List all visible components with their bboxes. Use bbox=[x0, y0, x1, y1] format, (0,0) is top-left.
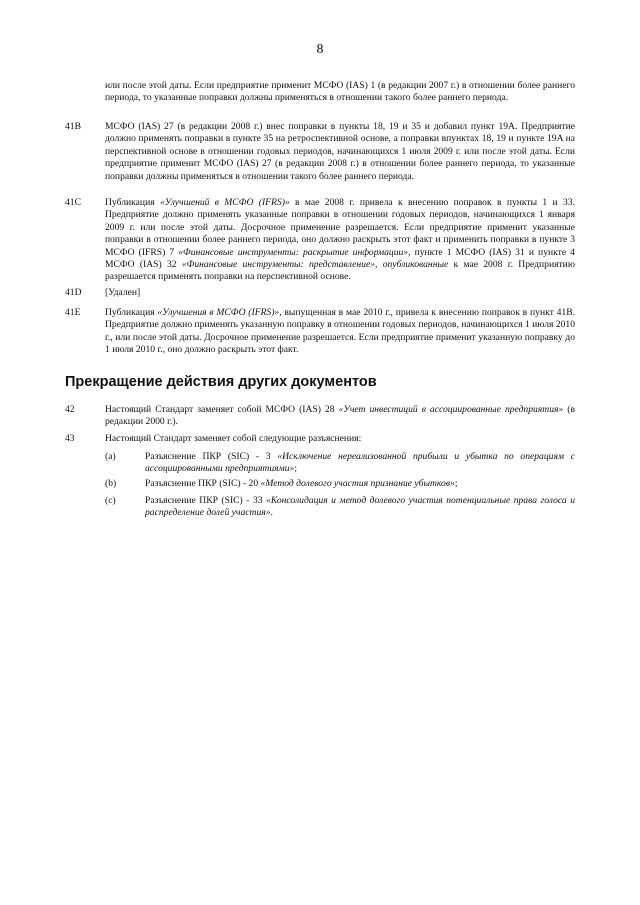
paragraph-41b bbox=[65, 121, 575, 183]
list-item-text: Разъяснение ПКР (SIC) - 3 «Исключение нереализованной прибыли и убытка по операциям с ассоциированными предприятиями»; bbox=[145, 451, 575, 475]
paragraph-text: Настоящий Стандарт заменяет собой МСФО (IAS) 28 «Учет инвестиций в ассоциированные предприятия» (в редакции 2000 г.). bbox=[105, 404, 575, 428]
list-item-label: (b) bbox=[105, 478, 117, 489]
paragraph-text: [Удален] bbox=[105, 287, 141, 298]
list-item-text: Разъяснение ПКР (SIC) - 20 «Метод долевого участия признание убытков»; bbox=[145, 478, 458, 489]
paragraph-41d bbox=[65, 287, 575, 299]
list-item-label: (a) bbox=[105, 451, 116, 462]
intro-continuation: или после этой даты. Если предприятие применит МСФО (IAS) 1 (в редакции 2007 г.) в отношении более раннего периода, то указанные поправки должны применяться в отношении такого более раннего периода. bbox=[105, 80, 575, 104]
paragraph-text: Настоящий Стандарт заменяет собой следующие разъяснения: bbox=[105, 433, 362, 444]
paragraph-number: 42 bbox=[65, 404, 75, 415]
paragraph-number: 41B bbox=[65, 121, 81, 132]
paragraph-number: 41E bbox=[65, 307, 81, 318]
paragraph-text: Публикация «Улучшений в МСФО (IFRS)» в мае 2008 г. привела к внесению поправок в пункты 1 и 33. Предприятие должно применять указанные поправки в отношении годовых периодов, начинающихся 1 января 2009 г. или после этой даты. Досрочное применение разрешается. Если предприятие применит указанные поправки в отношении более раннего периода, оно должно раскрыть этот факт и применить поправки в пункте 3 МСФО (IFRS) 7 «Финансовые инструменты: раскрытие информации», пункте 1 МСФО (IAS) 31 и пункте 4 МСФО (IAS) 32 «Финансовые инструменты: представление», опубликованные к мае 2008 г. Предприятию разрешается применять поправки на перспективной основе. bbox=[105, 197, 575, 283]
list-item bbox=[105, 478, 575, 490]
list-item bbox=[105, 451, 575, 476]
paragraph-42 bbox=[65, 404, 575, 429]
paragraph-43 bbox=[65, 433, 575, 445]
paragraph-number: 41D bbox=[65, 287, 82, 298]
list-item-text: Разъяснение ПКР (SIC) - 33 «Консолидация и метод долевого участия потенциальные права голоса и распределение долей участия». bbox=[145, 495, 575, 519]
list-item-label: (c) bbox=[105, 495, 116, 506]
paragraph-number: 43 bbox=[65, 433, 75, 444]
paragraph-41e bbox=[65, 307, 575, 357]
paragraph-number: 41C bbox=[65, 197, 81, 208]
paragraph-text: Публикация «Улучшения в МСФО (IFRS)», выпущенная в мае 2010 г., привела к внесению поправок в пункт 41B. Предприятие должно применять указанную поправку в отношении годовых периодов, начинающихся 1 июля 2010 г., или после этой даты. Досрочное применение разрешается. Если предприятие применит указанную поправку до 1 июля 2010 г., оно должно раскрыть этот факт. bbox=[105, 307, 575, 356]
paragraph-41c bbox=[65, 197, 575, 284]
page-number: 8 bbox=[316, 42, 324, 57]
paragraph-text: МСФО (IAS) 27 (в редакции 2008 г.) внес поправки в пункты 18, 19 и 35 и добавил пункт 19A. Предприятие должно применять поправки в пункте 35 на ретроспективной основе, а поправки впунктах 18, 19 и пункте 19A на перспективной основе в отношении годовых периодов, начинающихся 1 июля 2009 г. или после этой даты. Если предприятие применит МСФО (IAS) 27 (в редакции 2008 г.) в отношении более раннего периода, то указанные поправки должны применяться в отношении такого более раннего периода. bbox=[105, 121, 575, 182]
section-heading: Прекращение действия других документов bbox=[65, 374, 377, 390]
list-item bbox=[105, 495, 575, 520]
